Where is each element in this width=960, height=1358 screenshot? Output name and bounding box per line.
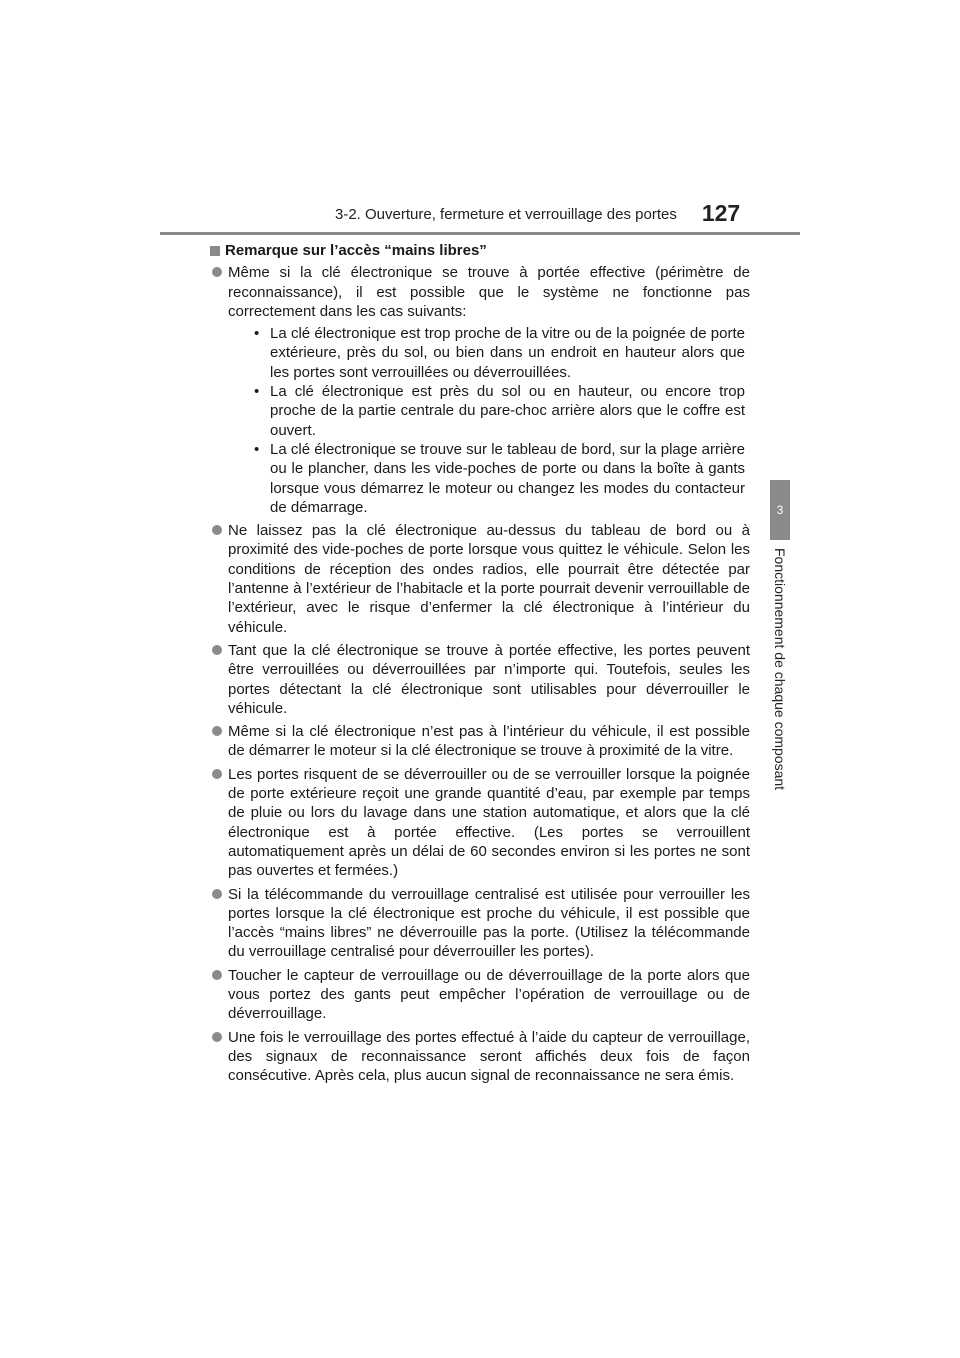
list-item xyxy=(210,641,750,718)
list-item-text: Même si la clé électronique se trouve à portée effective (périmètre de reconnaissance), il est possible que le système ne fonctionne pas correctement dans les cas suivants: xyxy=(228,264,750,320)
section-heading xyxy=(210,241,750,260)
sub-list-item xyxy=(228,324,750,382)
square-bullet-icon xyxy=(210,246,220,256)
chapter-tab xyxy=(770,480,790,540)
circle-bullet-icon xyxy=(212,889,222,899)
page-number: 127 xyxy=(701,200,741,226)
sub-list-item xyxy=(228,382,750,440)
chapter-number: 3 xyxy=(776,503,784,517)
dot-icon: • xyxy=(254,325,260,343)
header-divider xyxy=(160,232,800,235)
sub-list xyxy=(228,324,750,517)
sub-list-item-text: La clé électronique est près du sol ou en hauteur, ou encore trop proche de la partie centrale du pare-choc arrière alors que le coffre est ouvert. xyxy=(270,383,745,439)
sub-list-item-text: La clé électronique est trop proche de la vitre ou de la poignée de porte extérieure, près du sol, ou bien dans un endroit en hauteur alors que les portes sont verrouillées ou déverrouillées. xyxy=(270,325,745,381)
circle-bullet-icon xyxy=(212,1032,222,1042)
list-item xyxy=(210,966,750,1024)
sub-list-item xyxy=(228,440,750,517)
circle-bullet-icon xyxy=(212,645,222,655)
list-item-text: Tant que la clé électronique se trouve à portée effective, les portes peuvent être verrouillées ou déverrouillées par n’importe qui. Toutefois, seules les portes détectant la clé électronique sont utilisables pour déverrouiller le véhicule. xyxy=(228,641,750,717)
dot-icon: • xyxy=(254,383,260,401)
list-item xyxy=(210,1028,750,1086)
circle-bullet-icon xyxy=(212,970,222,980)
circle-bullet-icon xyxy=(212,267,222,277)
circle-bullet-icon xyxy=(212,525,222,535)
list-item-text: Même si la clé électronique n’est pas à l’intérieur du véhicule, il est possible de démarrer le moteur si la clé électronique se trouve à proximité de la vitre. xyxy=(228,723,750,760)
list-item xyxy=(210,885,750,962)
dot-icon: • xyxy=(254,440,260,458)
sub-list-item-text: La clé électronique se trouve sur le tableau de bord, sur la plage arrière ou le plancher, dans les vide-poches de porte ou dans la boîte à gants lorsque vous démarrez le moteur ou changez les modes du contacteur de démarrage. xyxy=(270,440,745,516)
list-item xyxy=(210,263,750,517)
list-item xyxy=(210,765,750,881)
list-item xyxy=(210,521,750,637)
chapter-title: Fonctionnement de chaque composant xyxy=(772,548,788,791)
list-item-text: Ne laissez pas la clé électronique au-dessus du tableau de bord ou à proximité des vide-poches de porte lorsque vous quittez le véhicule. Selon les conditions de réception des ondes radios, elle pourrait être détectée par l’antenne à l’extérieur de l’habitacle et la porte pourrait devenir verrouillable de l’extérieur, avec le risque d’enfermer la clé électronique à l’intérieur du véhicule. xyxy=(228,522,750,636)
section-title: Remarque sur l’accès “mains libres” xyxy=(225,242,487,259)
circle-bullet-icon xyxy=(212,769,222,779)
list-item-text: Si la télécommande du verrouillage centralisé est utilisée pour verrouiller les portes lorsque la clé électronique est proche du véhicule, il est possible que l’accès “mains libres” ne déverrouille pas la porte. (Utilisez la télécommande du verrouillage centralisé pour déverrouiller les portes). xyxy=(228,885,750,961)
list-item-text: Les portes risquent de se déverrouiller ou de se verrouiller lorsque la poignée de porte extérieure reçoit une grande quantité d’eau, par exemple par temps de pluie ou lors du lavage dans une station automatique, et alors que la clé électronique est à portée effective. (Les portes se verrouillent automatiquement après un délai de 60 secondes environ si les portes ne sont pas ouvertes et fermées.) xyxy=(228,765,750,880)
list-item xyxy=(210,722,750,761)
list-item-text: Toucher le capteur de verrouillage ou de déverrouillage de la porte alors que vous portez des gants peut empêcher l’opération de verrouillage ou de déverrouillage. xyxy=(228,966,750,1023)
circle-bullet-icon xyxy=(212,726,222,736)
running-header: 3-2. Ouverture, fermeture et verrouillage des portes xyxy=(335,206,677,223)
list-item-text: Une fois le verrouillage des portes effectué à l’aide du capteur de verrouillage, des signaux de reconnaissance seront affichés deux fois de façon consécutive. Après cela, plus aucun signal de reconnaissance ne sera émis. xyxy=(228,1028,750,1085)
page-content xyxy=(210,241,750,1089)
